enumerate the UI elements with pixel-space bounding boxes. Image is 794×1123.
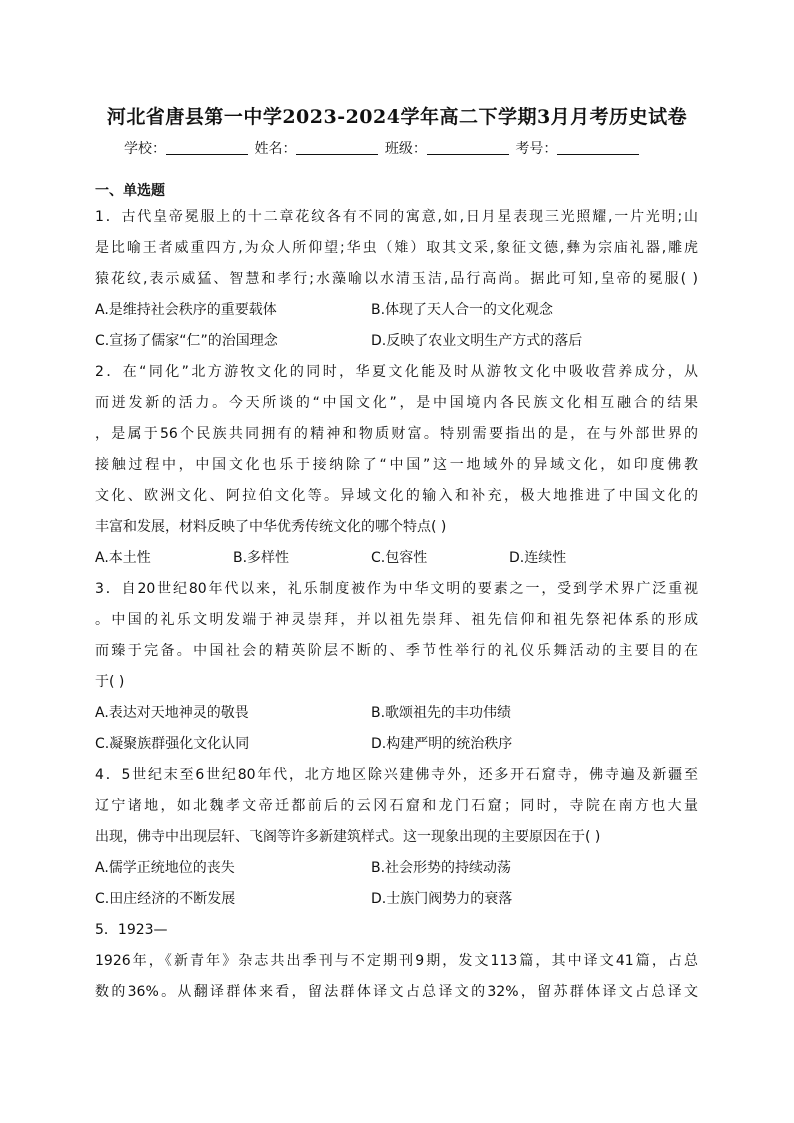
question-1 (95, 202, 698, 357)
question-text-line: 2．在“同化”北方游牧文化的同时，华夏文化能及时从游牧文化中吸收营养成分，从 (95, 364, 698, 380)
option-row (95, 884, 698, 915)
question-5 (95, 915, 698, 1008)
question-text-line: 是比喻王者威重四方,为众人所仰望;华虫（雉）取其文采,象征文德,彝为宗庙礼器,雕虎 (95, 240, 698, 256)
option-a[interactable]: A.表达对天地神灵的敬畏 (95, 705, 249, 721)
exam-no-blank (557, 140, 639, 155)
question-text-line: 接触过程中，中国文化也乐于接纳除了“中国”这一地域外的异域文化，如印度佛教 (95, 457, 698, 473)
option-a[interactable]: A.本土性 (95, 550, 151, 566)
page-title: 河北省唐县第一中学2023-2024学年高二下学期3月月考历史试卷 (106, 106, 688, 128)
question-4 (95, 760, 698, 915)
question-text-line: 3．自20世纪80年代以来，礼乐制度被作为中华文明的要素之一，受到学术界广泛重视 (95, 581, 698, 597)
question-text-line: 辽宁诸地，如北魏孝文帝迁都前后的云冈石窟和龙门石窟；同时，寺院在南方也大量 (95, 798, 698, 814)
question-text-line: 于( ) (95, 674, 125, 690)
school-label: 学校： (124, 141, 166, 157)
option-a[interactable]: A.儒学正统地位的丧失 (95, 860, 235, 876)
option-row (95, 698, 698, 729)
option-row (95, 543, 698, 574)
question-text-line: 而迸发新的活力。今天所谈的“中国文化”，是中国境内各民族文化相互融合的结果 (95, 395, 698, 411)
option-b[interactable]: B.多样性 (233, 550, 290, 566)
class-blank (427, 140, 509, 155)
name-blank (296, 140, 378, 155)
questions (95, 202, 698, 1008)
option-row (95, 295, 698, 326)
option-row (95, 729, 698, 760)
option-row (95, 853, 698, 884)
school-blank (166, 140, 248, 155)
question-text-line: 1926年，《新青年》杂志共出季刊与不定期刊9期，发文113篇，其中译文41篇，占总 (95, 953, 698, 969)
option-d[interactable]: D.士族门阀势力的衰落 (371, 891, 513, 907)
question-text-line: 猿花纹,表示威猛、智慧和孝行;水藻喻以水清玉洁,品行高尚。据此可知,皇帝的冕服( ) (95, 271, 698, 287)
option-d[interactable]: D.构建严明的统治秩序 (371, 736, 513, 752)
option-row (95, 326, 698, 357)
option-c[interactable]: C.宣扬了儒家“仁”的治国理念 (95, 333, 278, 349)
question-text-line: 丰富和发展，材料反映了中华优秀传统文化的哪个特点( ) (95, 519, 447, 535)
question-text-line: 数的36%。从翻译群体来看，留法群体译文占总译文的32%，留苏群体译文占总译文 (95, 984, 698, 1000)
option-b[interactable]: B.体现了天人合一的文化观念 (371, 302, 554, 318)
name-label: 姓名： (254, 141, 297, 157)
option-c[interactable]: C.田庄经济的不断发展 (95, 891, 236, 907)
question-text-line: 1．古代皇帝冕服上的十二章花纹各有不同的寓意,如,日月星表现三光照耀,一片光明;山 (95, 209, 698, 225)
question-text-line: 文化、欧洲文化、阿拉伯文化等。异域文化的输入和补充，极大地推进了中国文化的 (95, 488, 698, 504)
option-d[interactable]: D.反映了农业文明生产方式的落后 (371, 333, 583, 349)
question-text-line: 。中国的礼乐文明发端于神灵崇拜，并以祖先崇拜、祖先信仰和祖先祭祀体系的形成 (95, 612, 698, 628)
option-d[interactable]: D.连续性 (509, 550, 567, 566)
question-text-line: 4．5世纪末至6世纪80年代，北方地区除兴建佛寺外，还多开石窟寺，佛寺遍及新疆至 (95, 767, 698, 783)
student-info-row (118, 138, 688, 158)
question-3 (95, 574, 698, 760)
question-text-line: ，是属于56个民族共同拥有的精神和物质财富。特别需要指出的是，在与外部世界的 (95, 426, 698, 442)
question-text-line: 而臻于完备。中国社会的精英阶层不断的、季节性举行的礼仪乐舞活动的主要目的在 (95, 643, 698, 659)
exam-no-label: 考号： (515, 141, 558, 157)
section-title: 一、单选题 (95, 183, 165, 199)
question-text-line: 出现，佛寺中出现层轩、飞阁等许多新建筑样式。这一现象出现的主要原因在于( ) (95, 829, 601, 845)
question-2 (95, 357, 698, 574)
option-b[interactable]: B.社会形势的持续动荡 (371, 860, 512, 876)
option-c[interactable]: C.包容性 (371, 550, 428, 566)
option-c[interactable]: C.凝聚族群强化文化认同 (95, 736, 250, 752)
question-text-line: 5．1923— (95, 922, 168, 938)
class-label: 班级： (384, 141, 427, 157)
option-a[interactable]: A.是维持社会秩序的重要载体 (95, 302, 277, 318)
option-b[interactable]: B.歌颂祖先的丰功伟绩 (371, 705, 512, 721)
